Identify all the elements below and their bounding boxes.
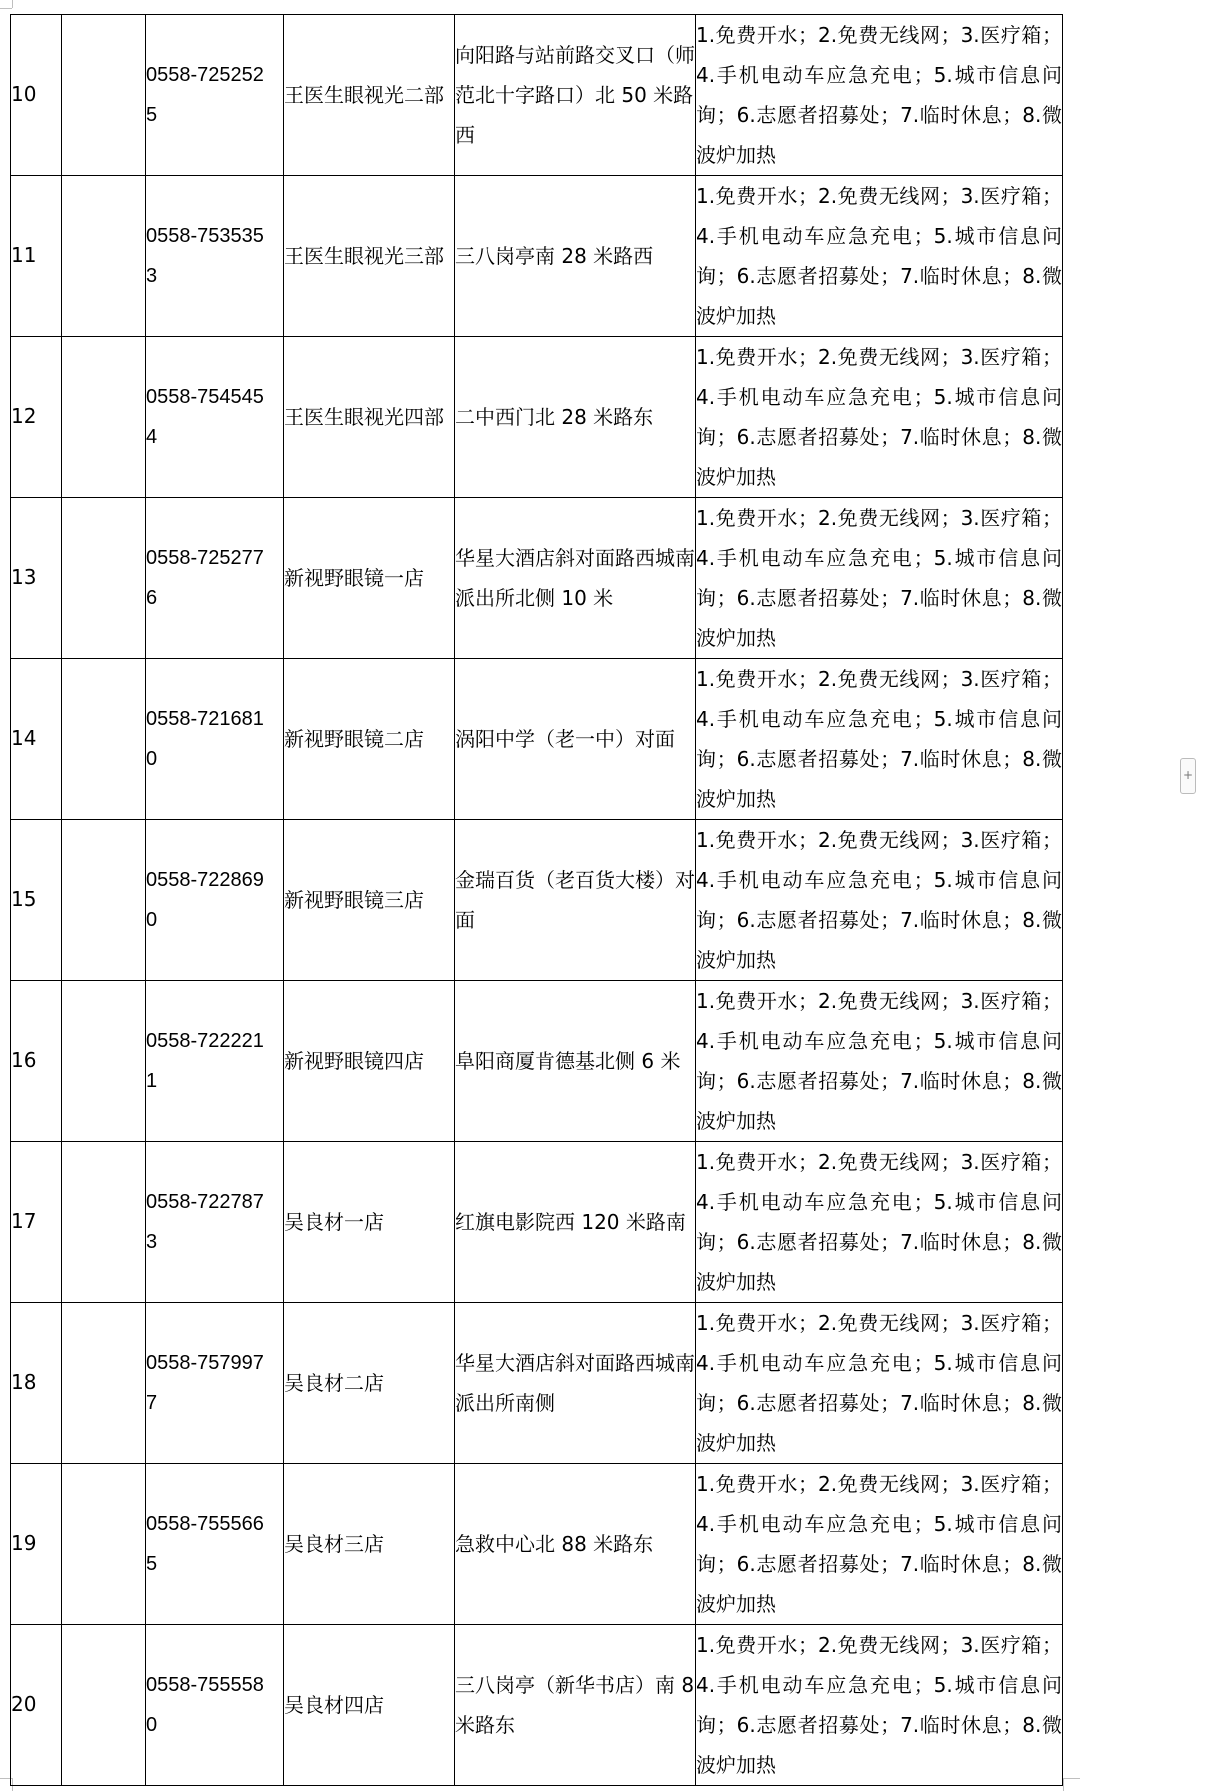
address-cell (455, 1464, 696, 1625)
table-row (11, 176, 1063, 337)
services-list: 1.免费开水；2.免费无线网；3.医疗箱；4.手机电动车应急充电；5.城市信息问询；6.志愿者招募处；7.临时休息；8.微波炉加热 (696, 1472, 1062, 1616)
shop-name: 王医生眼视光二部 (284, 83, 444, 107)
address: 三八岗亭南 28 米路西 (455, 244, 654, 268)
address: 三八岗亭（新华书店）南 8 米路东 (455, 1673, 695, 1737)
address-cell (455, 1303, 696, 1464)
services-list: 1.免费开水；2.免费无线网；3.医疗箱；4.手机电动车应急充电；5.城市信息问询；6.志愿者招募处；7.临时休息；8.微波炉加热 (696, 345, 1062, 489)
phone-number-cell (146, 659, 284, 820)
table-row (11, 1142, 1063, 1303)
phone-number: 0558-7222211 (146, 1030, 264, 1092)
phone-number-cell (146, 1142, 284, 1303)
phone-number-cell (146, 1625, 284, 1786)
service-point-table (10, 14, 1063, 1786)
row-number: 15 (11, 887, 37, 911)
row-number-cell (11, 1625, 62, 1786)
address-cell (455, 1625, 696, 1786)
shop-name-cell (284, 1303, 455, 1464)
address: 涡阳中学（老一中）对面 (455, 727, 675, 751)
phone-number-cell (146, 176, 284, 337)
table-row (11, 820, 1063, 981)
services-list: 1.免费开水；2.免费无线网；3.医疗箱；4.手机电动车应急充电；5.城市信息问询；6.志愿者招募处；7.临时休息；8.微波炉加热 (696, 184, 1062, 328)
row-number-cell (11, 659, 62, 820)
services-list-cell (696, 498, 1063, 659)
empty-cell-cell (62, 1464, 146, 1625)
row-number-cell (11, 176, 62, 337)
shop-name: 吴良材一店 (284, 1210, 384, 1234)
empty-cell-cell (62, 15, 146, 176)
row-number: 19 (11, 1531, 37, 1555)
address-cell (455, 659, 696, 820)
row-number-cell (11, 1464, 62, 1625)
services-list: 1.免费开水；2.免费无线网；3.医疗箱；4.手机电动车应急充电；5.城市信息问询；6.志愿者招募处；7.临时休息；8.微波炉加热 (696, 667, 1062, 811)
empty-cell-cell (62, 820, 146, 981)
address: 二中西门北 28 米路东 (455, 405, 654, 429)
phone-number-cell (146, 337, 284, 498)
services-list: 1.免费开水；2.免费无线网；3.医疗箱；4.手机电动车应急充电；5.城市信息问询；6.志愿者招募处；7.临时休息；8.微波炉加热 (696, 1633, 1062, 1777)
add-row-plus-icon[interactable]: + (1180, 758, 1196, 794)
services-list-cell (696, 659, 1063, 820)
shop-name: 吴良材三店 (284, 1532, 384, 1556)
row-number: 13 (11, 565, 37, 589)
address-cell (455, 981, 696, 1142)
services-list-cell (696, 337, 1063, 498)
phone-number: 0558-7535353 (146, 225, 264, 287)
address-cell (455, 820, 696, 981)
phone-number: 0558-7228690 (146, 869, 264, 931)
empty-cell-cell (62, 1303, 146, 1464)
empty-cell-cell (62, 176, 146, 337)
corner-mark (0, 8, 12, 9)
table-row (11, 659, 1063, 820)
services-list: 1.免费开水；2.免费无线网；3.医疗箱；4.手机电动车应急充电；5.城市信息问询；6.志愿者招募处；7.临时休息；8.微波炉加热 (696, 23, 1062, 167)
address-cell (455, 1142, 696, 1303)
services-list-cell (696, 981, 1063, 1142)
shop-name-cell (284, 176, 455, 337)
services-list: 1.免费开水；2.免费无线网；3.医疗箱；4.手机电动车应急充电；5.城市信息问询；6.志愿者招募处；7.临时休息；8.微波炉加热 (696, 1150, 1062, 1294)
address: 华星大酒店斜对面路西城南派出所北侧 10 米 (455, 546, 695, 610)
empty-cell-cell (62, 981, 146, 1142)
shop-name: 新视野眼镜二店 (284, 727, 424, 751)
empty-cell-cell (62, 659, 146, 820)
shop-name: 王医生眼视光四部 (284, 405, 444, 429)
address: 阜阳商厦肯德基北侧 6 米 (455, 1049, 681, 1073)
phone-number-cell (146, 1303, 284, 1464)
phone-number-cell (146, 820, 284, 981)
row-number: 10 (11, 82, 37, 106)
address-cell (455, 337, 696, 498)
address: 红旗电影院西 120 米路南 (455, 1210, 686, 1234)
table-row (11, 1625, 1063, 1786)
shop-name: 新视野眼镜四店 (284, 1049, 424, 1073)
phone-number-cell (146, 981, 284, 1142)
row-number-cell (11, 820, 62, 981)
shop-name-cell (284, 1625, 455, 1786)
services-list: 1.免费开水；2.免费无线网；3.医疗箱；4.手机电动车应急充电；5.城市信息问询；6.志愿者招募处；7.临时休息；8.微波炉加热 (696, 828, 1062, 972)
empty-cell-cell (62, 1625, 146, 1786)
row-number: 14 (11, 726, 37, 750)
shop-name: 吴良材四店 (284, 1693, 384, 1717)
phone-number: 0558-7227873 (146, 1191, 264, 1253)
address-cell (455, 15, 696, 176)
shop-name-cell (284, 337, 455, 498)
empty-cell-cell (62, 498, 146, 659)
table-row (11, 337, 1063, 498)
table-row (11, 981, 1063, 1142)
address-cell (455, 498, 696, 659)
phone-number-cell (146, 498, 284, 659)
corner-mark (1063, 1778, 1064, 1791)
services-list-cell (696, 1142, 1063, 1303)
table-row (11, 1464, 1063, 1625)
phone-number: 0558-7555665 (146, 1513, 264, 1575)
row-number-cell (11, 15, 62, 176)
phone-number: 0558-7579977 (146, 1352, 264, 1414)
row-number-cell (11, 337, 62, 498)
table-row (11, 498, 1063, 659)
table-row (11, 15, 1063, 176)
address: 华星大酒店斜对面路西城南派出所南侧 (455, 1351, 695, 1415)
table-body (11, 15, 1063, 1786)
row-number-cell (11, 1142, 62, 1303)
shop-name: 王医生眼视光三部 (284, 244, 444, 268)
row-number: 16 (11, 1048, 37, 1072)
row-number: 17 (11, 1209, 37, 1233)
empty-cell-cell (62, 1142, 146, 1303)
shop-name: 新视野眼镜一店 (284, 566, 424, 590)
shop-name-cell (284, 1464, 455, 1625)
address: 金瑞百货（老百货大楼）对面 (455, 868, 695, 932)
phone-number: 0558-7545454 (146, 386, 264, 448)
phone-number: 0558-7216810 (146, 708, 264, 770)
shop-name-cell (284, 820, 455, 981)
shop-name-cell (284, 981, 455, 1142)
shop-name-cell (284, 1142, 455, 1303)
shop-name-cell (284, 15, 455, 176)
row-number: 20 (11, 1692, 37, 1716)
phone-number: 0558-7252776 (146, 547, 264, 609)
empty-cell-cell (62, 337, 146, 498)
row-number-cell (11, 1303, 62, 1464)
services-list-cell (696, 820, 1063, 981)
shop-name: 新视野眼镜三店 (284, 888, 424, 912)
services-list-cell (696, 176, 1063, 337)
services-list-cell (696, 1303, 1063, 1464)
services-list-cell (696, 1625, 1063, 1786)
shop-name: 吴良材二店 (284, 1371, 384, 1395)
shop-name-cell (284, 659, 455, 820)
row-number-cell (11, 498, 62, 659)
phone-number-cell (146, 15, 284, 176)
shop-name-cell (284, 498, 455, 659)
row-number: 18 (11, 1370, 37, 1394)
phone-number: 0558-7555580 (146, 1674, 264, 1736)
services-list: 1.免费开水；2.免费无线网；3.医疗箱；4.手机电动车应急充电；5.城市信息问询；6.志愿者招募处；7.临时休息；8.微波炉加热 (696, 1311, 1062, 1455)
row-number: 11 (11, 243, 37, 267)
services-list-cell (696, 1464, 1063, 1625)
table-row (11, 1303, 1063, 1464)
services-list-cell (696, 15, 1063, 176)
corner-mark (1064, 1778, 1080, 1779)
corner-mark (12, 0, 13, 8)
services-list: 1.免费开水；2.免费无线网；3.医疗箱；4.手机电动车应急充电；5.城市信息问询；6.志愿者招募处；7.临时休息；8.微波炉加热 (696, 989, 1062, 1133)
address: 向阳路与站前路交叉口（师范北十字路口）北 50 米路西 (455, 43, 695, 147)
phone-number-cell (146, 1464, 284, 1625)
phone-number: 0558-7252525 (146, 64, 264, 126)
row-number: 12 (11, 404, 37, 428)
address: 急救中心北 88 米路东 (455, 1532, 654, 1556)
address-cell (455, 176, 696, 337)
services-list: 1.免费开水；2.免费无线网；3.医疗箱；4.手机电动车应急充电；5.城市信息问询；6.志愿者招募处；7.临时休息；8.微波炉加热 (696, 506, 1062, 650)
row-number-cell (11, 981, 62, 1142)
